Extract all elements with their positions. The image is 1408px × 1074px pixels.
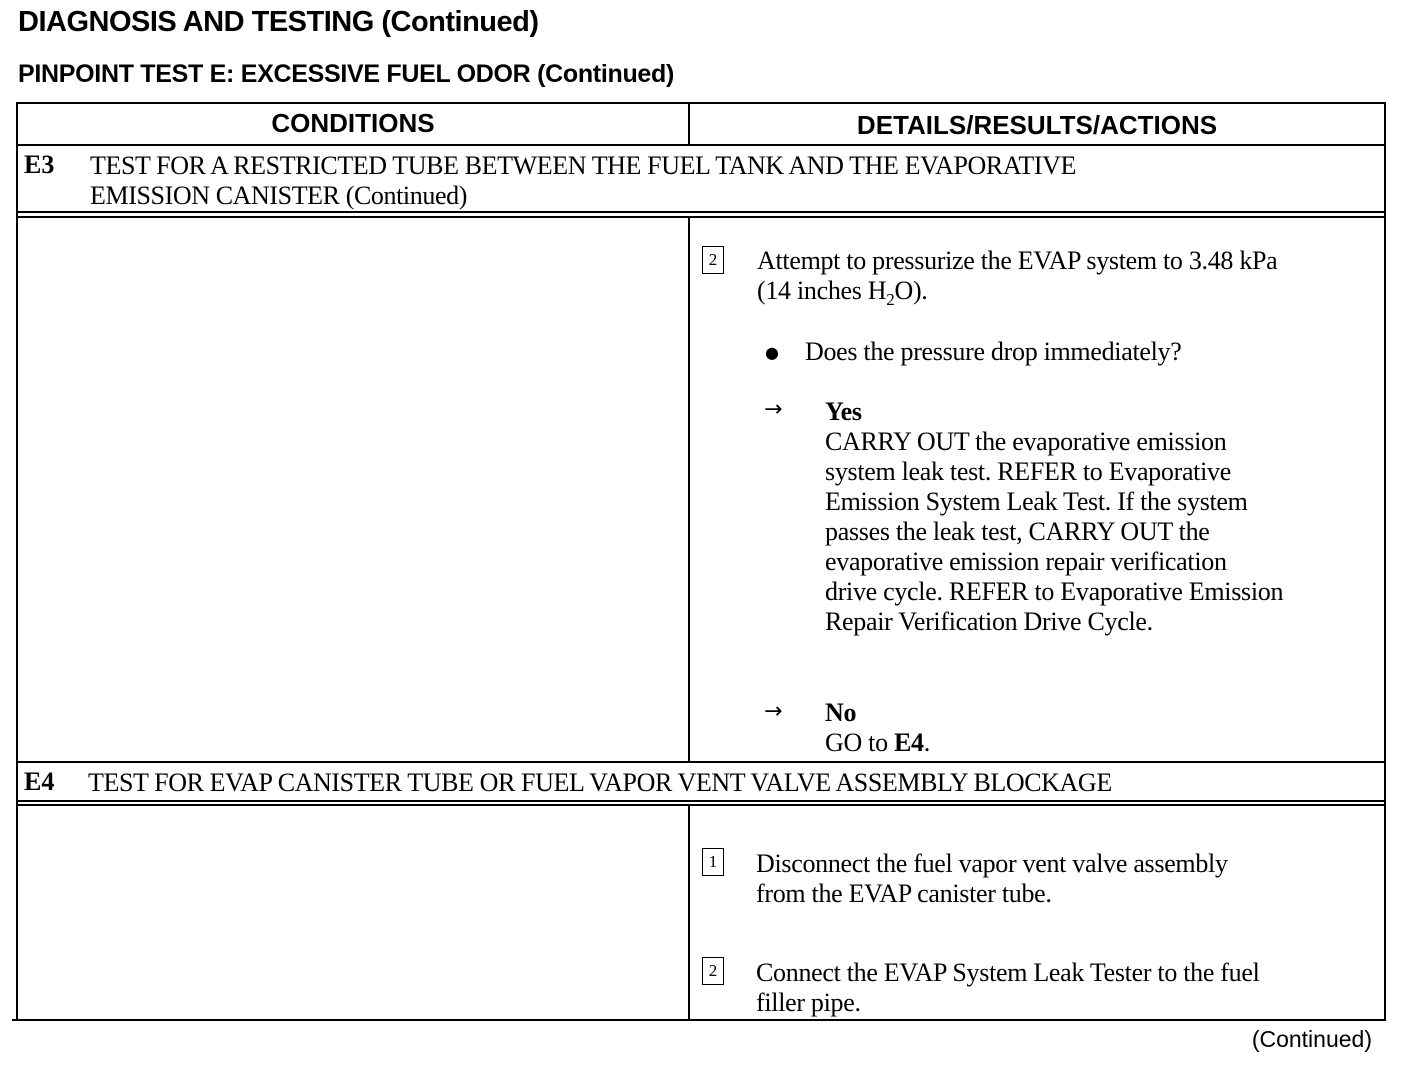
table-bottom-border [12, 1019, 1386, 1021]
header-divider [16, 144, 1386, 146]
e3-title-divider [16, 211, 1386, 213]
step-instruction [756, 849, 1228, 909]
step-instruction-line2: filler pipe. [756, 988, 861, 1017]
continued-note: (Continued) [1251, 1026, 1372, 1052]
no-action [825, 728, 930, 758]
yes-action [825, 427, 1283, 637]
no-action-text: GO to [825, 728, 894, 757]
arrow-right-icon: → [764, 699, 783, 724]
table-left-border [16, 102, 18, 1020]
page-title: DIAGNOSIS AND TESTING (Continued) [18, 6, 539, 38]
step-instruction-line2-end: O). [894, 276, 928, 305]
step-instruction-line2-text: (14 inches H [757, 276, 887, 305]
yes-action-line: evaporative emission repair verification [825, 547, 1227, 576]
step-number-box: 2 [702, 957, 724, 985]
column-header-details: DETAILS/RESULTS/ACTIONS [856, 110, 1218, 140]
yes-action-line: passes the leak test, CARRY OUT the [825, 517, 1210, 546]
step-question: Does the pressure drop immediately? [805, 337, 1182, 366]
step-instruction-line2: from the EVAP canister tube. [756, 879, 1052, 908]
no-action-end: . [923, 728, 930, 757]
step-instruction-line1: Attempt to pressurize the EVAP system to 3.48 kPa [757, 246, 1278, 275]
yes-action-line: Emission System Leak Test. If the system [825, 487, 1248, 516]
section-title-e3 [90, 151, 1076, 211]
step-instruction-line2 [757, 276, 1277, 315]
subscript-2: 2 [886, 290, 895, 310]
arrow-right-icon: → [764, 397, 783, 422]
e4-title-divider [16, 800, 1386, 802]
section-id-e3: E3 [24, 150, 55, 179]
yes-action-line: Repair Verification Drive Cycle. [825, 607, 1153, 636]
column-header-conditions: CONDITIONS [271, 108, 435, 138]
step-instruction-line1: Connect the EVAP System Leak Tester to the fuel [756, 958, 1260, 987]
e3-title-divider-2 [16, 216, 1386, 218]
table-top-border [16, 102, 1386, 104]
e4-divider-top [16, 761, 1386, 763]
step-reference-link: E4 [893, 728, 924, 757]
section-id-e4: E4 [24, 767, 55, 796]
section-title-e3-line1: TEST FOR A RESTRICTED TUBE BETWEEN THE FUEL TANK AND THE EVAPORATIVE [90, 151, 1076, 180]
section-title-e3-line2: EMISSION CANISTER (Continued) [90, 181, 467, 210]
e4-title-divider-2 [16, 804, 1386, 806]
no-label: No [825, 698, 857, 727]
page-subtitle: PINPOINT TEST E: EXCESSIVE FUEL ODOR (Continued) [18, 60, 675, 88]
step-instruction-line1: Disconnect the fuel vapor vent valve assembly [756, 849, 1228, 878]
yes-label: Yes [825, 397, 862, 426]
yes-action-line: system leak test. REFER to Evaporative [825, 457, 1231, 486]
step-instruction [756, 958, 1260, 1018]
e3-column-divider [688, 216, 690, 761]
table-right-border [1384, 102, 1386, 1020]
yes-action-line: drive cycle. REFER to Evaporative Emission [825, 577, 1284, 606]
section-title-e4: TEST FOR EVAP CANISTER TUBE OR FUEL VAPOR VENT VALVE ASSEMBLY BLOCKAGE [88, 768, 1112, 797]
e4-column-divider [688, 804, 690, 1019]
bullet-icon: ● [765, 343, 779, 362]
step-instruction [757, 246, 1277, 315]
step-number-box: 1 [702, 848, 724, 876]
step-number-box: 2 [702, 246, 724, 274]
yes-action-line: CARRY OUT the evaporative emission [825, 427, 1227, 456]
